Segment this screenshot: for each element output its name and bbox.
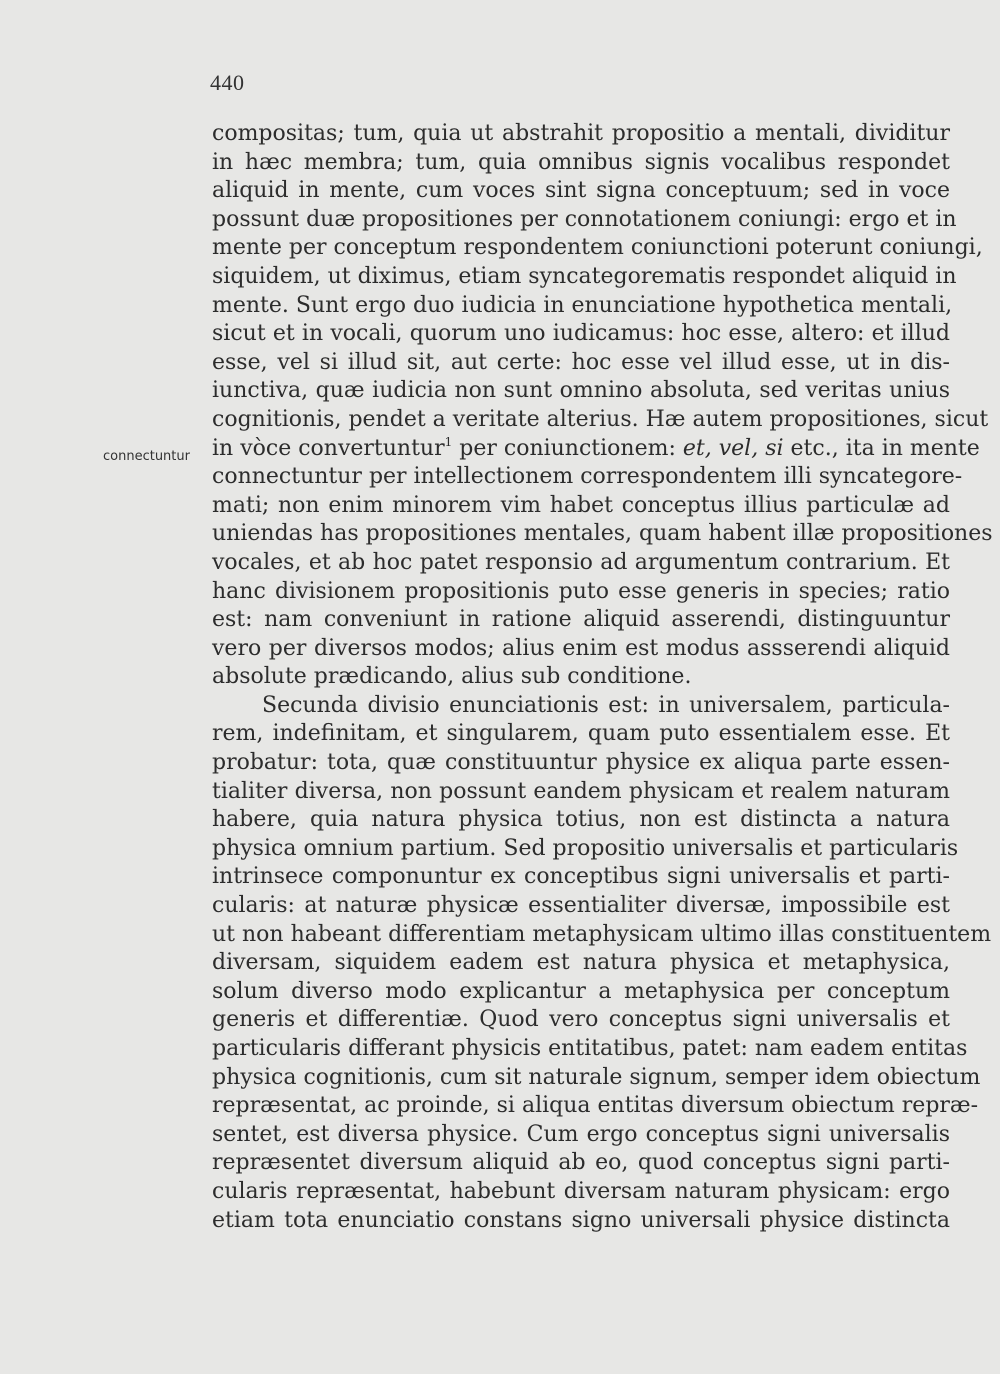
text-line: etiam tota enunciatio constans signo universali physice distincta: [212, 1207, 950, 1233]
text-line: repræsentet diversum aliquid ab eo, quod conceptus signi parti-: [212, 1150, 950, 1176]
page-number: 440: [210, 70, 245, 95]
text-line: mente. Sunt ergo duo iudicia in enunciatione hypothetica mentali,: [212, 292, 953, 318]
line-segment: etc., ita in mente: [783, 435, 980, 461]
text-line-with-footnote: [212, 434, 980, 464]
text-line: rem, indefinitam, et singularem, quam puto essentialem esse. Et: [212, 721, 950, 747]
text-line: solum diverso modo explicantur a metaphysica per conceptum: [212, 978, 950, 1004]
line-segment: per coniunctionem:: [452, 435, 683, 461]
text-line: est: nam conveniunt in ratione aliquid asserendi, distinguuntur: [212, 607, 950, 633]
text-line: absolute prædicando, alius sub conditione.: [212, 664, 692, 690]
text-line: physica omnium partium. Sed propositio universalis et particularis: [212, 835, 959, 861]
text-line: compositas; tum, quia ut abstrahit propositio a mentali, dividitur: [212, 121, 950, 146]
body-text: [212, 120, 993, 1235]
text-line: cularis repræsentat, habebunt diversam naturam physicam: ergo: [212, 1178, 950, 1204]
text-line: mente per conceptum respondentem coniunctioni poterunt coniungi,: [212, 235, 983, 261]
text-line: intrinsece componuntur ex conceptibus signi universalis et parti-: [212, 864, 950, 890]
text-line: generis et differentiæ. Quod vero conceptus signi universalis et: [212, 1007, 950, 1033]
text-line: sentet, est diversa physice. Cum ergo conceptus signi universalis: [212, 1121, 950, 1147]
text-line: vocales, et ab hoc patet responsio ad argumentum contrarium. Et: [212, 549, 950, 575]
text-line: possunt duæ propositiones per connotationem coniungi: ergo et in: [212, 206, 957, 232]
text-line: vero per diversos modos; alius enim est modus assserendi aliquid: [212, 635, 950, 661]
text-line: Secunda divisio enunciationis est: in universalem, particula-: [262, 692, 950, 718]
text-line: mati; non enim minorem vim habet conceptus illius particulæ ad: [212, 492, 950, 518]
text-line: in hæc membra; tum, quia omnibus signis vocalibus respondet: [212, 149, 950, 175]
footnote-marker: 1: [444, 434, 453, 449]
text-line: cularis: at naturæ physicæ essentialiter diversæ, impossibile est: [212, 893, 950, 919]
text-line: hanc divisionem propositionis puto esse generis in species; ratio: [212, 578, 950, 604]
text-line: siquidem, ut diximus, etiam syncategorematis respondet aliquid in: [212, 263, 957, 289]
text-line: habere, quia natura physica totius, non est distincta a natura: [212, 807, 950, 833]
text-line: iunctiva, quæ iudicia non sunt omnino absoluta, sed veritas unius: [212, 378, 950, 404]
text-line: ut non habeant differentiam metaphysicam ultimo illas constituentem: [212, 921, 992, 947]
text-line: physica cognitionis, cum sit naturale signum, semper idem obiectum: [212, 1064, 981, 1090]
text-line: diversam, siquidem eadem est natura physica et metaphysica,: [212, 950, 950, 976]
text-line: particularis differant physicis entitatibus, patet: nam eadem entitas: [212, 1036, 968, 1061]
text-line: cognitionis, pendet a veritate alterius. Hæ autem propositiones, sicut: [212, 406, 989, 432]
text-line: esse, vel si illud sit, aut certe: hoc esse vel illud esse, ut in dis-: [212, 349, 950, 375]
text-line: probatur: tota, quæ constituuntur physice ex aliqua parte essen-: [212, 750, 950, 776]
italic-conjunctions: et, vel, si: [682, 435, 784, 461]
text-line: repræsentat, ac proinde, si aliqua entitas diversum obiectum repræ-: [212, 1093, 979, 1119]
text-line: uniendas has propositiones mentales, quam habent illæ propositiones: [212, 521, 993, 547]
text-line: sicut et in vocali, quorum uno iudicamus: hoc esse, altero: et illud: [212, 321, 950, 347]
text-line: tialiter diversa, non possunt eandem physicam et realem naturam: [212, 778, 950, 804]
text-line: connectuntur per intellectionem correspondentem illi syncategore-: [212, 464, 963, 490]
line-segment: in vòce convertuntur: [212, 435, 445, 461]
margin-note: connectuntur: [103, 449, 190, 464]
text-line: aliquid in mente, cum voces sint signa conceptuum; sed in voce: [212, 178, 950, 204]
